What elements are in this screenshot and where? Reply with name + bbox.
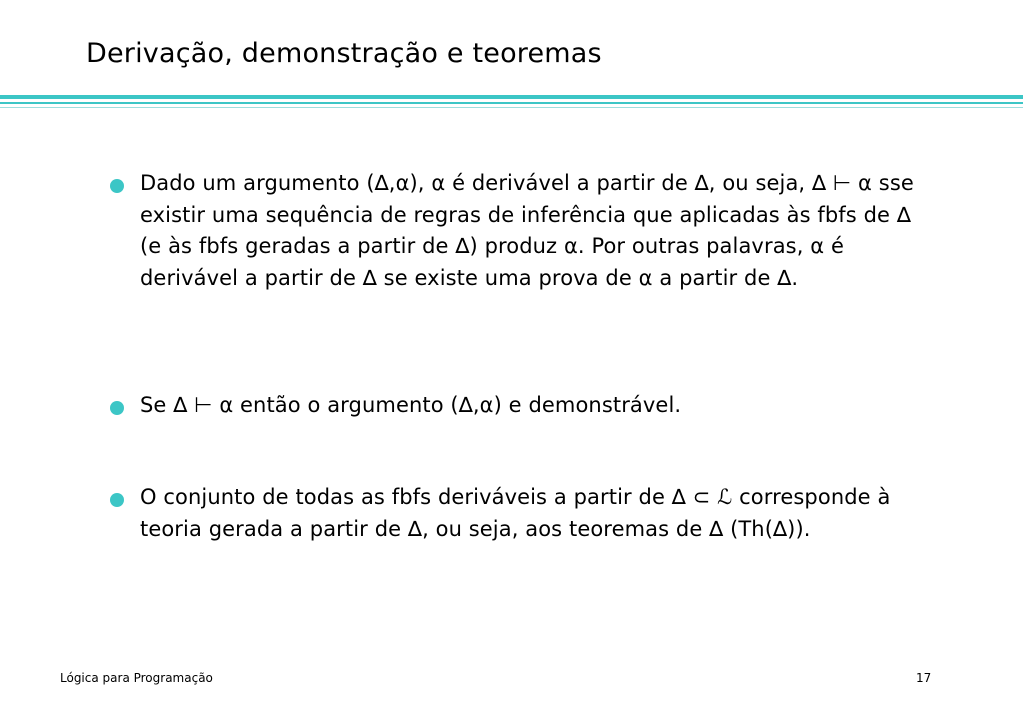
- title-divider-thin: [0, 102, 1023, 104]
- bullet-text: O conjunto de todas as fbfs deriváveis a partir de ∆ ⊂ ℒ corresponde à teoria gerada a partir de ∆, ou seja, aos teoremas de ∆ (Th(∆)).: [140, 485, 891, 541]
- bullet-item: [110, 168, 930, 294]
- slide-title: Derivação, demonstração e teoremas: [86, 38, 602, 69]
- bullet-item: [110, 390, 930, 422]
- bullet-item: [110, 482, 930, 545]
- bullet-text: Se ∆ ⊢ α então o argumento (∆,α) e demonstrável.: [140, 393, 682, 417]
- title-divider-faint: [0, 107, 1023, 108]
- title-divider-thick: [0, 95, 1023, 99]
- bullet-text: Dado um argumento (∆,α), α é derivável a partir de ∆, ou seja, ∆ ⊢ α sse existir uma sequência de regras de inferência que aplicadas às fbfs de ∆ (e às fbfs geradas a partir de ∆) produz α. Por outras palavras, α é derivável a partir de ∆ se existe uma prova de α a partir de ∆.: [140, 171, 914, 290]
- bullet-dot-icon: [110, 179, 124, 193]
- page-number: 17: [916, 671, 932, 685]
- footer-course-title: Lógica para Programação: [60, 671, 213, 685]
- bullet-dot-icon: [110, 401, 124, 415]
- bullet-dot-icon: [110, 493, 124, 507]
